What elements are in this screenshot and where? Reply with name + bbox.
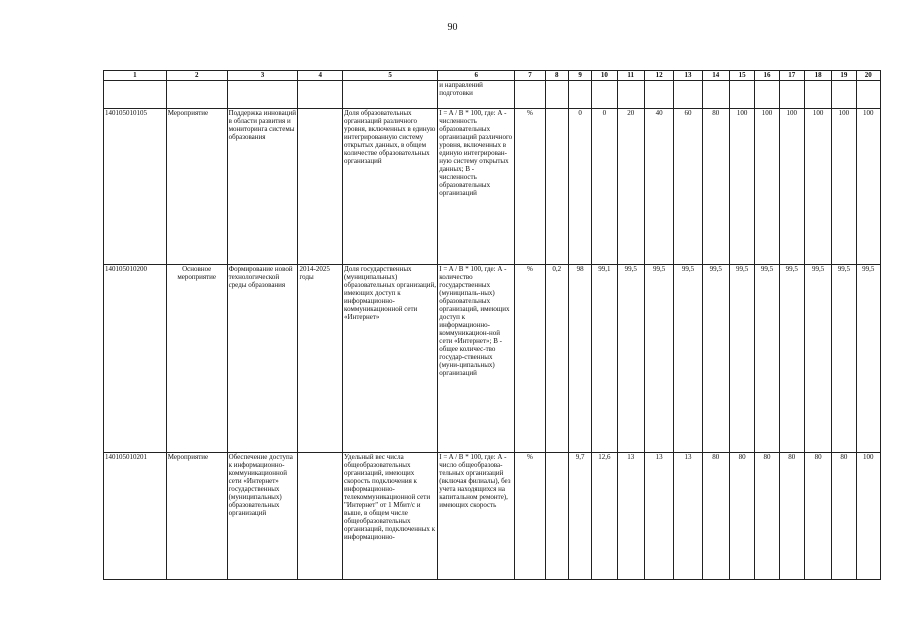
value-cell: 99,5: [644, 265, 673, 453]
value-cell: 99,1: [592, 265, 617, 453]
table-header-row: [104, 71, 881, 81]
value-cell: 100: [856, 453, 880, 580]
formula-cell: и направлений подготовки: [438, 81, 515, 109]
value-cell: 100: [832, 109, 856, 265]
value-cell: [545, 109, 568, 265]
unit-cell: %: [515, 453, 545, 580]
value-cell: 99,5: [856, 265, 880, 453]
column-header: 7: [515, 71, 545, 81]
value-cell: 100: [856, 109, 880, 265]
column-header: 18: [804, 71, 831, 81]
type-cell: Основное мероприятие: [166, 265, 227, 453]
column-header: 5: [343, 71, 438, 81]
value-cell: 99,5: [729, 265, 754, 453]
formula-cell: I = A / B * 100, где: А - количество государственных (муниципаль-ных) образовательных организаций, имеющих доступ к информационно-коммуникацион-ной сети «Интернет»; В - общее количес-тво государ-ственных (муни-ципальных) организаций: [438, 265, 515, 453]
column-header: 2: [166, 71, 227, 81]
indicator-cell: Доля образовательных организаций различного уровня, включенных в единую интегрированную систему открытых данных, в общем количестве образовательных организаций: [343, 109, 438, 265]
value-cell: 99,5: [674, 265, 702, 453]
value-cell: 80: [804, 453, 831, 580]
value-cell: 80: [702, 109, 729, 265]
table-row: [104, 109, 881, 265]
value-cell: 80: [755, 453, 779, 580]
period-cell: [298, 453, 343, 580]
value-cell: 99,5: [702, 265, 729, 453]
value-cell: 99,5: [755, 265, 779, 453]
value-cell: 0: [592, 109, 617, 265]
column-header: 20: [856, 71, 880, 81]
value-cell: 100: [729, 109, 754, 265]
unit-cell: %: [515, 265, 545, 453]
column-header: 15: [729, 71, 754, 81]
value-cell: 0: [568, 109, 591, 265]
column-header: 6: [438, 71, 515, 81]
name-cell: Формирование новой технологической среды образования: [227, 265, 298, 453]
value-cell: 60: [674, 109, 702, 265]
formula-cell: I = A / B * 100, где: А - число общеобразова-тельных организаций (включая филиалы), без учета находящихся на капитальном ремонте), имеющих скорость: [438, 453, 515, 580]
value-cell: 99,5: [617, 265, 644, 453]
code-cell: 140105010201: [104, 453, 167, 580]
period-cell: 2014-2025 годы: [298, 265, 343, 453]
value-cell: 98: [568, 265, 591, 453]
indicator-cell: Удельный вес числа общеобразовательных организаций, имеющих скорость подключения к информационно-телекоммуникационной сети "Интернет" от 1 Мбит/с и выше, в общем числе общеобразовательных организаций, подключенных к информационно-: [343, 453, 438, 580]
value-cell: 100: [779, 109, 804, 265]
value-cell: 100: [755, 109, 779, 265]
value-cell: 13: [617, 453, 644, 580]
name-cell: Поддержка инноваций в области развития и мониторинга системы образования: [227, 109, 298, 265]
value-cell: 13: [644, 453, 673, 580]
column-header: 9: [568, 71, 591, 81]
value-cell: 99,5: [779, 265, 804, 453]
value-cell: 20: [617, 109, 644, 265]
indicators-table: [103, 70, 881, 580]
column-header: 13: [674, 71, 702, 81]
column-header: 10: [592, 71, 617, 81]
column-header: 16: [755, 71, 779, 81]
value-cell: 80: [832, 453, 856, 580]
column-header: 4: [298, 71, 343, 81]
column-header: 12: [644, 71, 673, 81]
column-header: 14: [702, 71, 729, 81]
value-cell: 13: [674, 453, 702, 580]
value-cell: 80: [729, 453, 754, 580]
value-cell: 99,5: [832, 265, 856, 453]
table-row: [104, 265, 881, 453]
type-cell: Мероприятие: [166, 453, 227, 580]
formula-cell: I = A / B * 100, где: А - численность образовательных организаций различного уровня, включенных в единую интегрирован-ную систему открытых данных; В - численность образовательных организаций: [438, 109, 515, 265]
column-header: 3: [227, 71, 298, 81]
type-cell: Мероприятие: [166, 109, 227, 265]
column-header: 1: [104, 71, 167, 81]
value-cell: 100: [804, 109, 831, 265]
code-cell: 140105010200: [104, 265, 167, 453]
value-cell: 99,5: [804, 265, 831, 453]
page-number: 90: [447, 22, 458, 33]
unit-cell: %: [515, 109, 545, 265]
indicator-cell: Доля государственных (муниципальных) образовательных организаций, имеющих доступ к информационно-коммуникационной сети «Интернет»: [343, 265, 438, 453]
code-cell: 140105010105: [104, 109, 167, 265]
table-row-continuation: [104, 81, 881, 109]
value-cell: 40: [644, 109, 673, 265]
value-cell: [545, 453, 568, 580]
column-header: 11: [617, 71, 644, 81]
name-cell: Обеспечение доступа к информационно-коммуникационной сети «Интернет» государственных (муниципальных) образовательных организаций: [227, 453, 298, 580]
value-cell: 0,2: [545, 265, 568, 453]
value-cell: 80: [702, 453, 729, 580]
period-cell: [298, 109, 343, 265]
value-cell: 80: [779, 453, 804, 580]
column-header: 8: [545, 71, 568, 81]
value-cell: 9,7: [568, 453, 591, 580]
table-row: [104, 453, 881, 580]
column-header: 17: [779, 71, 804, 81]
value-cell: 12,6: [592, 453, 617, 580]
column-header: 19: [832, 71, 856, 81]
